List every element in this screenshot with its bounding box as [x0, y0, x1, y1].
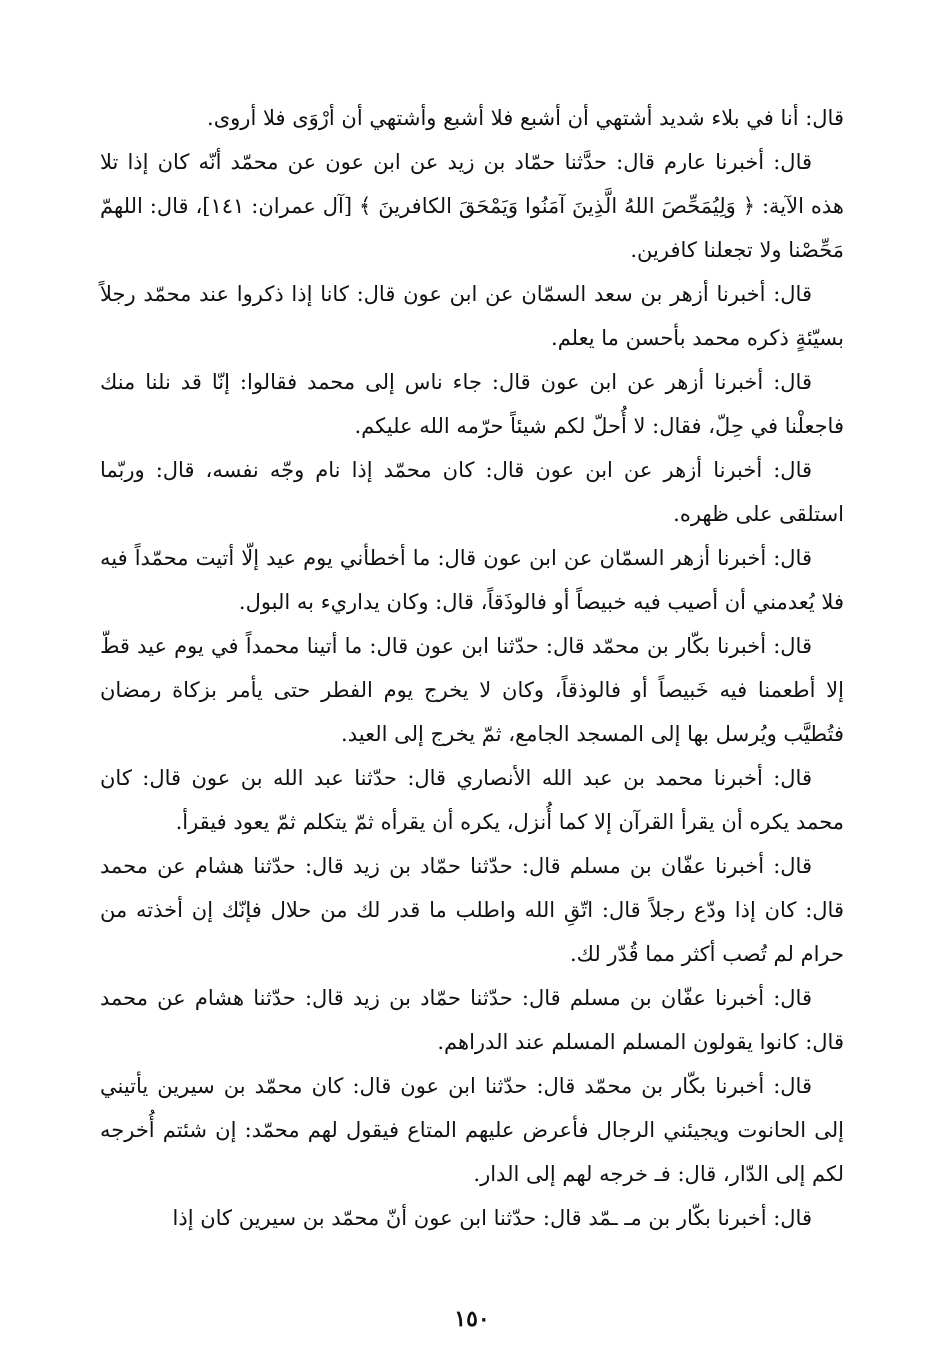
paragraph-1: قال: أنا في بلاء شديد أشتهي أن أشبع فلا أشبع وأشتهي أن أرْوَى فلا أروى.	[207, 106, 844, 130]
page-number: ١٥٠	[454, 1306, 490, 1332]
body-text	[100, 96, 844, 1240]
paragraph-7: قال: أخبرنا بكّار بن محمّد قال: حدّثنا ابن عون قال: ما أتينا محمداً في يوم عيد قطّ إلا أطعمنا فيه خَبيصاً أو فالوذقاً، وكان لا يخرج يوم الفطر حتى يأمر بزكاة رمضان فتُطيَّب ويُرسل بها إلى المسجد الجامع، ثمّ يخرج إلى العيد.	[100, 634, 844, 746]
paragraph-10: قال: أخبرنا عفّان بن مسلم قال: حدّثنا حمّاد بن زيد قال: حدّثنا هشام عن محمد قال: كانوا يقولون المسلم المسلم عند الدراهم.	[100, 986, 844, 1054]
paragraph-12: قال: أخبرنا بكّار بن مـ ـمّد قال: حدّثنا ابن عون أنّ محمّد بن سيرين كان إذا	[172, 1206, 812, 1230]
paragraph-5: قال: أخبرنا أزهر عن ابن عون قال: كان محمّد إذا نام وجّه نفسه، قال: وربّما استلقى على ظهره.	[100, 458, 844, 526]
paragraph-8: قال: أخبرنا محمد بن عبد الله الأنصاري قال: حدّثنا عبد الله بن عون قال: كان محمد يكره أن يقرأ القرآن إلا كما أُنزل، يكره أن يقرأه ثمّ يتكلم ثمّ يعود فيقرأ.	[100, 766, 844, 834]
paragraph-9: قال: أخبرنا عفّان بن مسلم قال: حدّثنا حمّاد بن زيد قال: حدّثنا هشام عن محمد قال: كان إذا ودّع رجلاً قال: اتّقِ الله واطلب ما قدر لك من حلال فإنّك إن أخذته من حرام لم تُصب أكثر مما قُدّر لك.	[100, 854, 844, 966]
paragraph-6: قال: أخبرنا أزهر السمّان عن ابن عون قال: ما أخطأني يوم عيد إلّا أتيت محمّداً فيه فلا يُعدمني أن أصيب فيه خبيصاً أو فالوذَقاً، قال: وكان يداريء به البول.	[100, 546, 844, 614]
paragraph-2: قال: أخبرنا عارم قال: حدَّثنا حمّاد بن زيد عن ابن عون عن محمّد أنّه كان إذا تلا هذه الآية: ﴿ وَلِيُمَحِّصَ اللهُ الَّذِينَ آمَنُوا وَيَمْحَقَ الكافرينَ ﴾ [آل عمران: ١٤١]، قال: اللهمّ مَحِّصْنا ولا تجعلنا كافرين.	[100, 150, 844, 262]
paragraph-3: قال: أخبرنا أزهر بن سعد السمّان عن ابن عون قال: كانا إذا ذكروا عند محمّد رجلاً بسيّئةٍ ذكره محمد بأحسن ما يعلم.	[100, 282, 844, 350]
paragraph-11: قال: أخبرنا بكّار بن محمّد قال: حدّثنا ابن عون قال: كان محمّد بن سيرين يأتيني إلى الحانوت ويجيئني الرجال فأعرض عليهم المتاع فيقول لهم محمّد: إن شئتم أُخرجه لكم إلى الدّار، قال: فـ خرجه لهم إلى الدار.	[100, 1074, 844, 1186]
paragraph-4: قال: أخبرنا أزهر عن ابن عون قال: جاء ناس إلى محمد فقالوا: إنّا قد نلنا منك فاجعلْنا في حِلّ، فقال: لا أُحلّ لكم شيئاً حرّمه الله عليكم.	[100, 370, 844, 438]
